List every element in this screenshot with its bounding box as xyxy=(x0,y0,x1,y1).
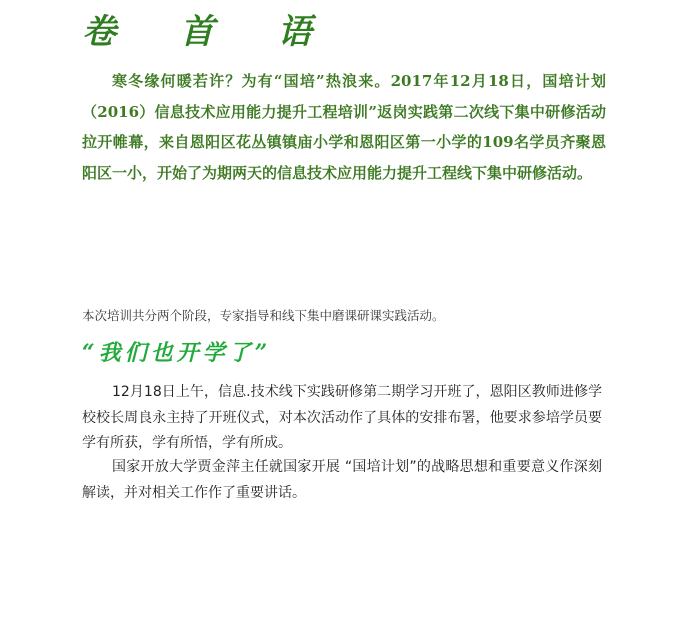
page-title: 卷 首 语 xyxy=(82,12,338,52)
intro-paragraph: 寒冬缘何暖若许？为有“国培”热浪来。2017年12月18日，国培计划（2016）信息技术应用能力提升工程培训”返岗实践第二次线下集中研修活动拉开帷幕，来自恩阳区花丛镇镇庙小学和恩阳区第一小学的109名学员齐聚恩阳区一小，开始了为期两天的信息技术应用能力提升工程线下集中研修活动。 xyxy=(82,72,606,182)
training-note: 本次培训共分两个阶段，专家指导和线下集中磨课研课实践活动。 xyxy=(82,308,445,323)
body-paragraph-2: 国家开放大学贾金萍主任就国家开展 “国培计划”的战略思想和重要意义作深刻解读，并对相关工作作了重要讲话。 xyxy=(82,459,602,501)
body-paragraph-1: 12月18日上午，信息.技术线下实践研修第二期学习开班了，恩阳区教师进修学校校长周良永主持了开班仪式，对本次活动作了具体的安排布署，他要求参培学员要学有所获，学有所悟，学有所成。 xyxy=(82,384,602,451)
section-subtitle: “我们也开学了” xyxy=(82,340,272,366)
